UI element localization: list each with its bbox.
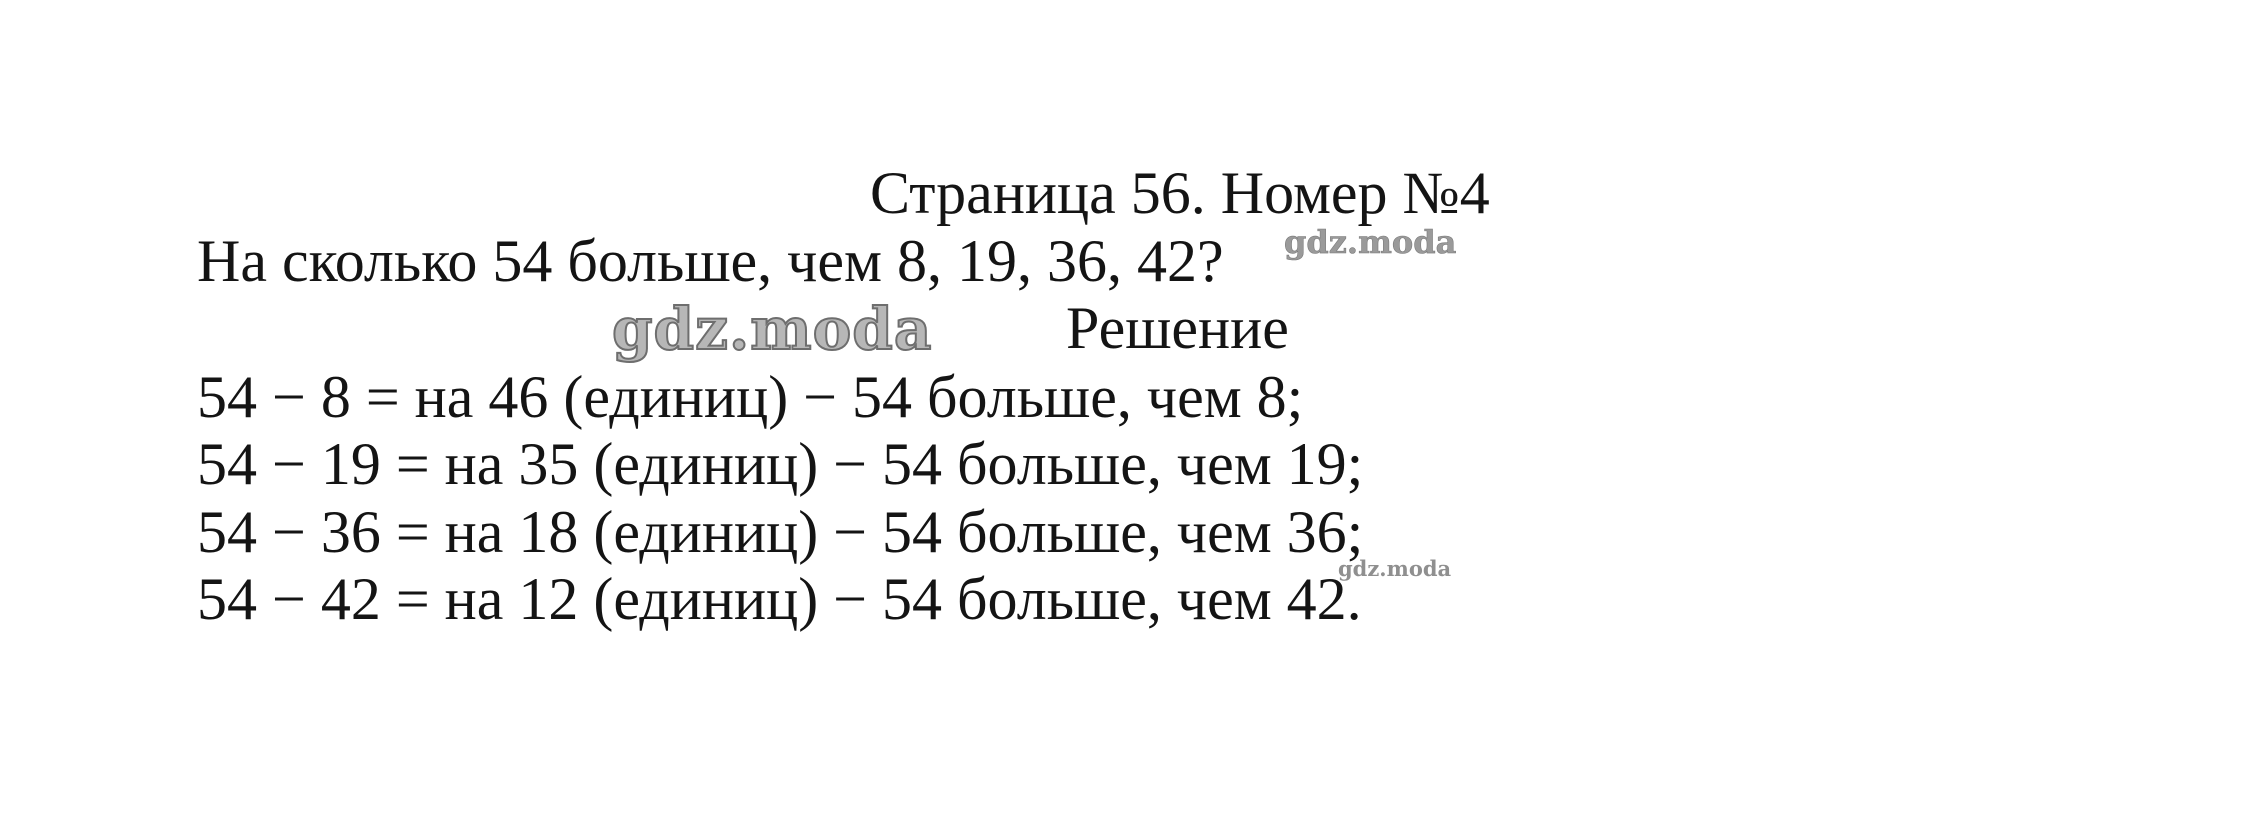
page-title: Страница 56. Номер №4 — [870, 160, 1490, 226]
solution-line-1: 54 − 8 = на 46 (единиц) − 54 больше, чем 8; — [197, 364, 1304, 430]
watermark-medium: gdz.moda — [1284, 223, 1457, 261]
watermark-small: gdz.moda — [1338, 556, 1452, 581]
solution-heading: Решение — [1066, 295, 1289, 361]
solution-line-2: 54 − 19 = на 35 (единиц) − 54 больше, чем 19; — [197, 431, 1364, 497]
solution-line-3: 54 − 36 = на 18 (единиц) − 54 больше, чем 36; — [197, 499, 1364, 565]
watermark-large: gdz.moda — [612, 295, 933, 363]
question-text: На сколько 54 больше, чем 8, 19, 36, 42? — [197, 228, 1224, 294]
solution-line-4: 54 − 42 = на 12 (единиц) − 54 больше, чем 42. — [197, 566, 1362, 632]
